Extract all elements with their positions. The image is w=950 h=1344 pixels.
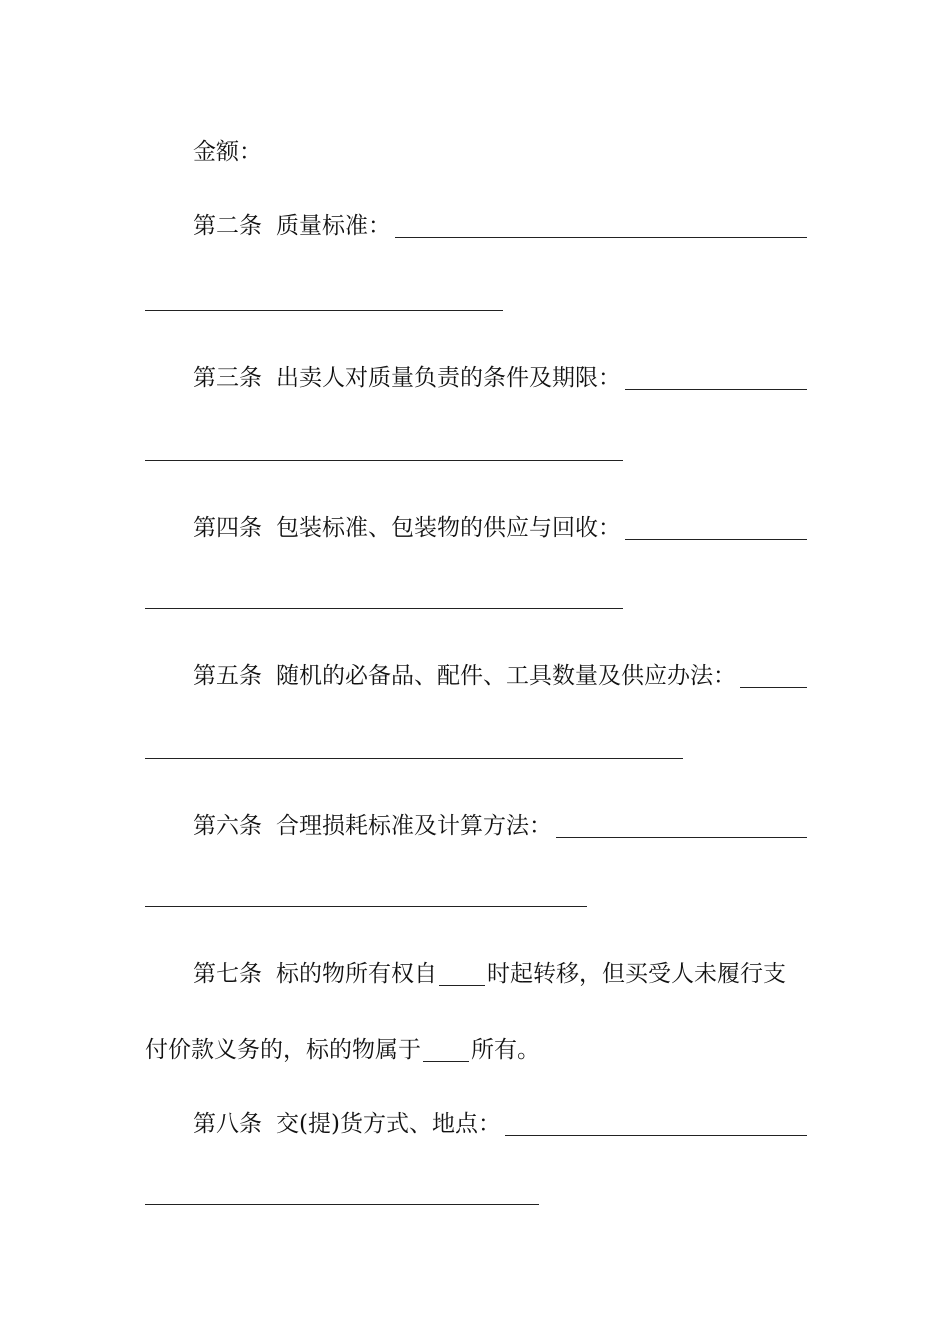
article-7-number: 第七条 [193,961,262,987]
amount-label: 金额： [193,139,262,165]
article-2-fill-line[interactable] [395,237,807,238]
article-5-fill-line[interactable] [740,687,807,688]
article-6-fill-line[interactable] [556,837,807,838]
article-7-blank-1[interactable] [439,985,485,986]
article-7-text-1: 标的物所有权自 [276,961,437,987]
article-8 [145,1106,807,1142]
article-7-text-2: 时起转移，但买受人未履行支 [487,961,786,987]
article-2-continuation-line[interactable] [145,310,503,311]
article-3-title: 出卖人对质量负责的条件及期限： [276,365,621,391]
article-6-title: 合理损耗标准及计算方法： [276,813,552,839]
article-5-continuation-line[interactable] [145,758,683,759]
amount-line [145,134,807,170]
article-7-blank-2[interactable] [423,1061,469,1062]
article-2-number: 第二条 [193,213,262,239]
article-5 [145,658,807,694]
article-5-title: 随机的必备品、配件、工具数量及供应办法： [276,663,736,689]
article-2-title: 质量标准： [276,213,391,239]
article-3-fill-line[interactable] [625,389,807,390]
article-3-continuation-line[interactable] [145,460,623,461]
article-7-line-2 [145,1032,807,1068]
article-8-continuation-line[interactable] [145,1204,539,1205]
article-7-text-4: 所有。 [471,1037,540,1063]
article-8-fill-line[interactable] [505,1135,807,1136]
article-3-number: 第三条 [193,365,262,391]
article-2 [145,208,807,244]
article-6-continuation-line[interactable] [145,906,587,907]
article-4-continuation-line[interactable] [145,608,623,609]
article-7 [145,956,807,992]
article-4-title: 包装标准、包装物的供应与回收： [276,515,621,541]
article-3 [145,360,807,396]
article-8-number: 第八条 [193,1111,262,1137]
article-4-fill-line[interactable] [625,539,807,540]
article-4 [145,510,807,546]
article-8-title: 交(提)货方式、地点： [276,1111,501,1137]
article-4-number: 第四条 [193,515,262,541]
article-7-text-3: 付价款义务的，标的物属于 [145,1037,421,1063]
article-5-number: 第五条 [193,663,262,689]
article-6-number: 第六条 [193,813,262,839]
article-6 [145,808,807,844]
